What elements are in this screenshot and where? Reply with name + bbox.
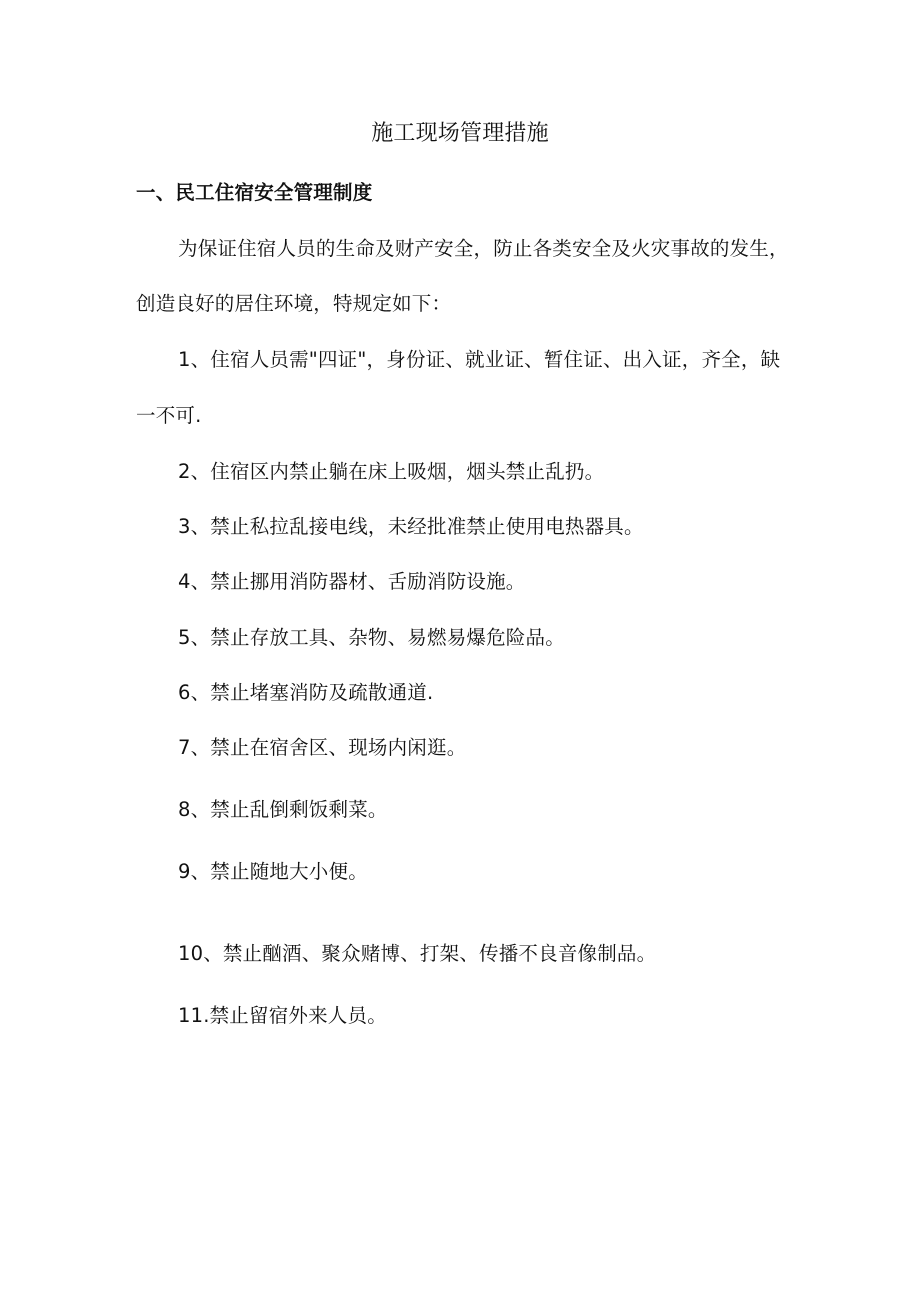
rule-2: 2、住宿区内禁止躺在床上吸烟，烟头禁止乱扔。 bbox=[178, 460, 605, 483]
rule-6: 6、禁止堵塞消防及疏散通道. bbox=[178, 681, 434, 704]
rule-7: 7、禁止在宿舍区、现场内闲逛。 bbox=[178, 736, 467, 759]
rule-1-line-1: 1、住宿人员需"四证"，身份证、就业证、暂住证、出入证，齐全，缺 bbox=[178, 348, 781, 371]
rule-5: 5、禁止存放工具、杂物、易燃易爆危险品。 bbox=[178, 626, 565, 649]
intro-line-1: 为保证住宿人员的生命及财产安全，防止各类安全及火灾事故的发生， bbox=[178, 237, 789, 260]
intro-line-2: 创造良好的居住环境，特规定如下： bbox=[136, 292, 452, 315]
page-title: 施工现场管理措施 bbox=[371, 121, 549, 146]
rule-4: 4、禁止挪用消防器材、舌励消防设施。 bbox=[178, 570, 526, 593]
rule-11: 11.禁止留宿外来人员。 bbox=[178, 1004, 387, 1027]
section-heading: 一、民工住宿安全管理制度 bbox=[136, 181, 373, 204]
rule-1-line-2: 一不可. bbox=[136, 404, 202, 427]
rule-10: 10、禁止酗酒、聚众赌博、打架、传播不良音像制品。 bbox=[178, 942, 657, 965]
rule-8: 8、禁止乱倒剩饭剩菜。 bbox=[178, 798, 388, 821]
rule-3: 3、禁止私拉乱接电线，未经批准禁止使用电热器具。 bbox=[178, 515, 644, 538]
rule-9: 9、禁止随地大小便。 bbox=[178, 860, 368, 883]
